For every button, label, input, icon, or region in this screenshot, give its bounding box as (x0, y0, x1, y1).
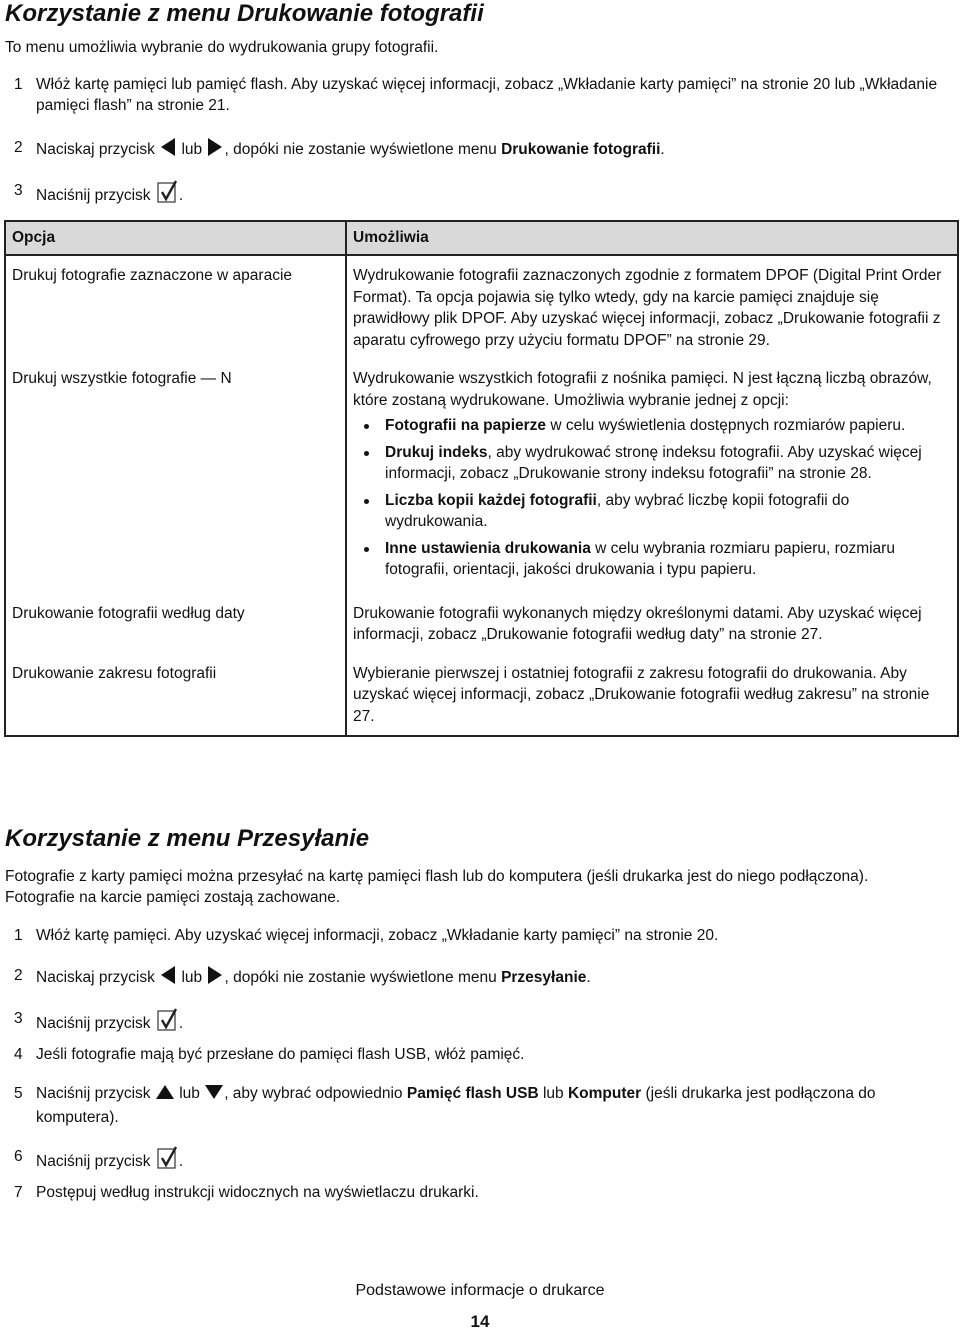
option-description: Drukowanie fotografii wykonanych między określonymi datami. Aby uzyskać więcej informacji, zobacz „Drukowanie fotografii według daty” na stronie 27. (346, 594, 958, 654)
right-arrow-icon (206, 965, 224, 991)
table-row (5, 255, 958, 359)
section1-intro: To menu umożliwia wybranie do wydrukowania grupy fotografii. (5, 39, 439, 56)
section2-step5: 5 Naciśnij przycisk lub , aby wybrać odpowiednio Pamięć flash USB lub Komputer (jeśli drukarka jest podłączona do komputera). (14, 1085, 876, 1126)
step-number: 3 (14, 1010, 23, 1027)
step-number: 1 (14, 927, 23, 944)
left-arrow-icon (159, 965, 177, 991)
table-header-description: Umożliwia (346, 221, 958, 255)
list-item: Inne ustawienia drukowania w celu wybrania rozmiaru papieru, rozmiaru fotografii, orientacji, jakości drukowania i typu papieru. (353, 538, 953, 581)
step-text-pre: Naciśnij przycisk (36, 187, 151, 204)
step-text: Jeśli fotografie mają być przesłane do pamięci flash USB, włóż pamięć. (36, 1046, 525, 1063)
step-text-post: , dopóki nie zostanie wyświetlone menu (224, 141, 497, 158)
section2-step6: 6 Naciśnij przycisk . (14, 1146, 950, 1176)
step-number: 2 (14, 967, 23, 984)
menu-name: Drukowanie fotografii (501, 141, 661, 158)
section2-title: Korzystanie z menu Przesyłanie (5, 825, 370, 852)
up-arrow-icon (155, 1083, 175, 1107)
list-item: Fotografii na papierze w celu wyświetlenia dostępnych rozmiarów papieru. (353, 415, 953, 437)
table-row (5, 594, 958, 654)
section1-step3: 3 Naciśnij przycisk . (14, 180, 950, 210)
option-name: Drukuj wszystkie fotografie — N (12, 370, 232, 387)
section1-step1 (14, 74, 950, 116)
step-number: 1 (14, 76, 23, 93)
section2-step4 (14, 1044, 950, 1065)
table-row (5, 654, 958, 737)
options-table (4, 220, 959, 737)
option-description: Wydrukowanie fotografii zaznaczonych zgodnie z formatem DPOF (Digital Print Order Format). Ta opcja pojawia się tylko wtedy, gdy na karcie pamięci znajduje się prawidłowy plik DPOF. Aby uzyskać więcej informacji, zobacz „Drukowanie fotografii z aparatu cyfrowego przy użyciu formatu DPOF” na stronie 29. (346, 255, 958, 359)
step-text: Włóż kartę pamięci lub pamięć flash. Aby uzyskać więcej informacji, zobacz „Wkładanie karty pamięci” na stronie 20 lub „Wkładanie pamięci flash” na stronie 21. (36, 76, 938, 114)
section2-step2: 2 Naciskaj przycisk lub , dopóki nie zostanie wyświetlone menu Przesyłanie. (14, 965, 950, 991)
option-name: Drukuj fotografie zaznaczone w aparacie (12, 267, 293, 284)
section1-title: Korzystanie z menu Drukowanie fotografii (5, 0, 484, 27)
right-arrow-icon (206, 137, 224, 163)
down-arrow-icon (204, 1083, 224, 1107)
menu-name: Przesyłanie (501, 969, 587, 986)
step-text-mid: lub (181, 141, 203, 158)
section2-step3: 3 Naciśnij przycisk . (14, 1008, 950, 1038)
bullet-icon (364, 547, 369, 552)
step-number: 6 (14, 1148, 23, 1165)
option-description: Wydrukowanie wszystkich fotografii z nośnika pamięci. N jest łączną liczbą obrazów, które zostaną wydrukowane. Umożliwia wybranie jednej z opcji: (353, 370, 932, 409)
option-name: Drukowanie fotografii według daty (12, 604, 245, 622)
option-description: Wybieranie pierwszej i ostatniej fotografii z zakresu fotografii do drukowania. Aby uzyskać więcej informacji, zobacz „Drukowanie fotografii według zakresu” na stronie 27. (346, 654, 958, 737)
left-arrow-icon (159, 137, 177, 163)
list-item: Liczba kopii każdej fotografii, aby wybrać liczbę kopii fotografii do wydrukowania. (353, 490, 953, 533)
step-text-pre: Naciskaj przycisk (36, 141, 155, 158)
bullet-icon (364, 499, 369, 504)
step-text: Włóż kartę pamięci. Aby uzyskać więcej informacji, zobacz „Wkładanie karty pamięci” na stronie 20. (36, 927, 719, 944)
step-number: 7 (14, 1184, 23, 1201)
step-number: 5 (14, 1085, 23, 1102)
option-bullet-list (353, 415, 953, 581)
bullet-icon (364, 451, 369, 456)
page-number: 14 (470, 1312, 490, 1331)
bullet-icon (364, 424, 369, 429)
step-number: 4 (14, 1046, 23, 1063)
option-description-cell (346, 359, 958, 594)
section2-step1 (14, 925, 950, 946)
table-header-option: Opcja (5, 221, 346, 255)
section1-step2: 2 Naciskaj przycisk lub , dopóki nie zostanie wyświetlone menu Drukowanie fotografii. (14, 137, 950, 163)
footer-title: Podstawowe informacje o drukarce (355, 1282, 605, 1299)
checkmark-button-icon (157, 1146, 179, 1176)
section2-intro: Fotografie z karty pamięci można przesyłać na kartę pamięci flash lub do komputera (jeśli drukarka jest do niego podłączona). Fotografie na karcie pamięci zostają zachowane. (5, 868, 869, 906)
list-item: Drukuj indeks, aby wydrukować stronę indeksu fotografii. Aby uzyskać więcej informacji, zobacz „Drukowanie strony indeksu fotografii” na stronie 28. (353, 442, 953, 485)
step-text: Postępuj według instrukcji widocznych na wyświetlaczu drukarki. (36, 1184, 479, 1201)
table-row (5, 359, 958, 594)
option-name: Drukowanie zakresu fotografii (12, 664, 217, 682)
step-number: 2 (14, 139, 23, 156)
checkmark-button-icon (157, 1008, 179, 1038)
table-header-row (5, 221, 958, 255)
section2-step7 (14, 1182, 950, 1203)
checkmark-button-icon (157, 180, 179, 210)
step-number: 3 (14, 182, 23, 199)
